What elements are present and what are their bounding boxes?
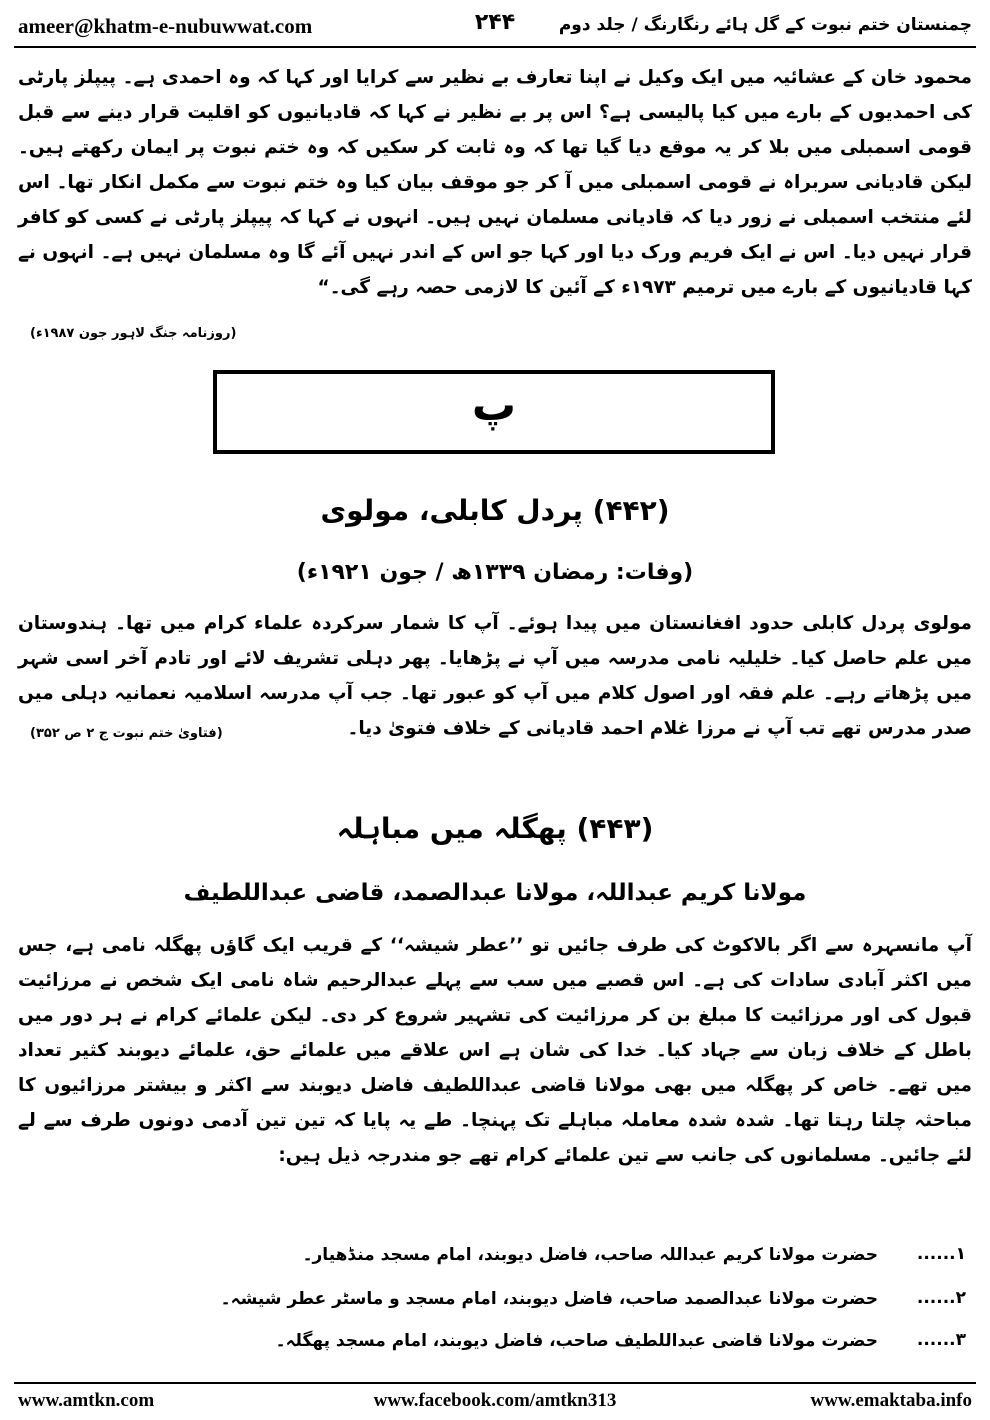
page-number: ۲۴۴ bbox=[474, 10, 516, 35]
list-item-number: ۳...... bbox=[916, 1330, 966, 1350]
list-item bbox=[200, 1288, 966, 1320]
entry-442-reference: (فتاویٰ ختم نبوت ج ۲ ص ۳۵۲) bbox=[30, 726, 223, 741]
section-letter-box bbox=[213, 370, 775, 454]
section-letter: پ bbox=[471, 380, 517, 431]
page-header bbox=[14, 8, 976, 48]
list-item-text: حضرت مولانا قاضی عبداللطیف صاحب، فاضل دیوبند، امام مسجد پھگلہ۔ bbox=[275, 1331, 878, 1351]
list-item-number: ۲...... bbox=[916, 1288, 966, 1308]
header-email: ameer@khatm-e-nubuwwat.com bbox=[18, 14, 313, 38]
book-title: چمنستان ختم نبوت کے گل ہائے رنگارنگ / جلد دوم bbox=[558, 15, 972, 35]
list-item bbox=[200, 1330, 966, 1362]
list-item-number: ۱...... bbox=[916, 1244, 966, 1264]
footer-website-link[interactable]: www.amtkn.com bbox=[18, 1390, 155, 1411]
list-item-text: حضرت مولانا کریم عبداللہ صاحب، فاضل دیوبند، امام مسجد منڈھیار۔ bbox=[302, 1245, 878, 1265]
entry-442-paragraph: مولوی پردل کابلی حدود افغانستان میں پیدا ہوئے۔ آپ کا شمار سرکردہ علماء کرام میں تھا۔ ہندوستان میں علم حاصل کیا۔ خلیلیہ نامی مدرسہ میں آپ نے پڑھایا۔ پھر دہلی تشریف لائے اور تادم آخر اسی شہر میں پڑھاتے رہے۔ علم فقہ اور اصول کلام میں آپ کو عبور تھا۔ جب آپ مدرسہ اسلامیہ نعمانیہ دہلی میں صدر مدرس تھے تب آپ نے مرزا غلام احمد قادیانی کے خلاف فتویٰ دیا۔ bbox=[18, 613, 972, 739]
entry-443-paragraph: آپ مانسہرہ سے اگر بالاکوٹ کی طرف جائیں تو ’’عطر شیشہ‘‘ کے قریب ایک گاؤں پھگلہ نامی ہے، جس میں اکثر آبادی سادات کی ہے۔ اس قصبے میں سب سے پہلے عبدالرحیم شاہ نامی ایک شخص نے مرزائیت قبول کی اور مرزائیت کا مبلغ بن کر مرزائیت کی تشہیر شروع کر دی۔ لیکن علمائے کرام نے ہر دور میں باطل کے خلاف زبان سے جہاد کیا۔ خدا کی شان ہے اس علاقے میں علمائے حق، علمائے دیوبند کثیر تعداد میں تھے۔ خاص کر پھگلہ میں بھی مولانا قاضی عبداللطیف فاضل دیوبند سے اکثر و بیشتر مرزائیوں کا مباحثہ چلتا رہتا تھا۔ شدہ شدہ معاملہ مباہلے تک پہنچا۔ طے یہ پایا کہ تین تین آدمی دونوں طرف سے لے لئے جائیں۔ مسلمانوں کی جانب سے تین علمائے کرام تھے جو مندرجہ ذیل ہیں: bbox=[18, 935, 972, 1166]
page-footer bbox=[14, 1382, 976, 1414]
list-item bbox=[200, 1244, 966, 1276]
intro-reference: (روزنامہ جنگ لاہور جون ۱۹۸۷ء) bbox=[30, 326, 237, 341]
list-item-text: حضرت مولانا عبدالصمد صاحب، فاضل دیوبند، امام مسجد و ماسٹر عطر شیشہ۔ bbox=[220, 1289, 878, 1309]
intro-paragraph: محمود خان کے عشائیہ میں ایک وکیل نے اپنا تعارف بے نظیر سے کرایا اور کہا کہ وہ احمدی ہے۔ پیپلز پارٹی کی احمدیوں کے بارے میں کیا پالیسی ہے؟ اس پر بے نظیر نے کہا کہ قادیانیوں کو اقلیت قرار دینے سے قبل قومی اسمبلی میں بلا کر یہ موقع دیا گیا تھا کہ وہ ثابت کر سکیں کہ وہ ختم نبوت پر ایمان رکھتے ہیں۔ لیکن قادیانی سربراہ نے قومی اسمبلی میں آ کر جو موقف بیان کیا وہ ختم نبوت سے مکمل انکار تھا۔ اس لئے منتخب اسمبلی نے زور دیا کہ قادیانی مسلمان نہیں ہیں۔ انہوں نے کہا کہ پیپلز پارٹی نے کسی کو کافر قرار نہیں دیا۔ اس نے ایک فریم ورک دیا اور کہا جو اس کے اندر نہیں آئے گا وہ مسلمان نہیں ہے۔ انہوں نے کہا قادیانیوں کے بارے میں ترمیم ۱۹۷۳ء کے آئین کا لازمی حصہ رہے گی۔“ bbox=[18, 67, 972, 298]
footer-emaktaba-link[interactable]: www.emaktaba.info bbox=[810, 1390, 972, 1411]
footer-facebook-link[interactable]: www.facebook.com/amtkn313 bbox=[373, 1390, 617, 1411]
entry-442-subtitle: (وفات: رمضان ۱۳۳۹ھ / جون ۱۹۲۱ء) bbox=[296, 560, 694, 585]
entry-443-title: (۴۴۳) پھگلہ میں مباہلہ bbox=[336, 812, 654, 845]
entry-442-title: (۴۴۲) پردل کابلی، مولوی bbox=[320, 494, 670, 527]
entry-443-subtitle: مولانا کریم عبداللہ، مولانا عبدالصمد، قاضی عبداللطیف bbox=[183, 880, 807, 906]
